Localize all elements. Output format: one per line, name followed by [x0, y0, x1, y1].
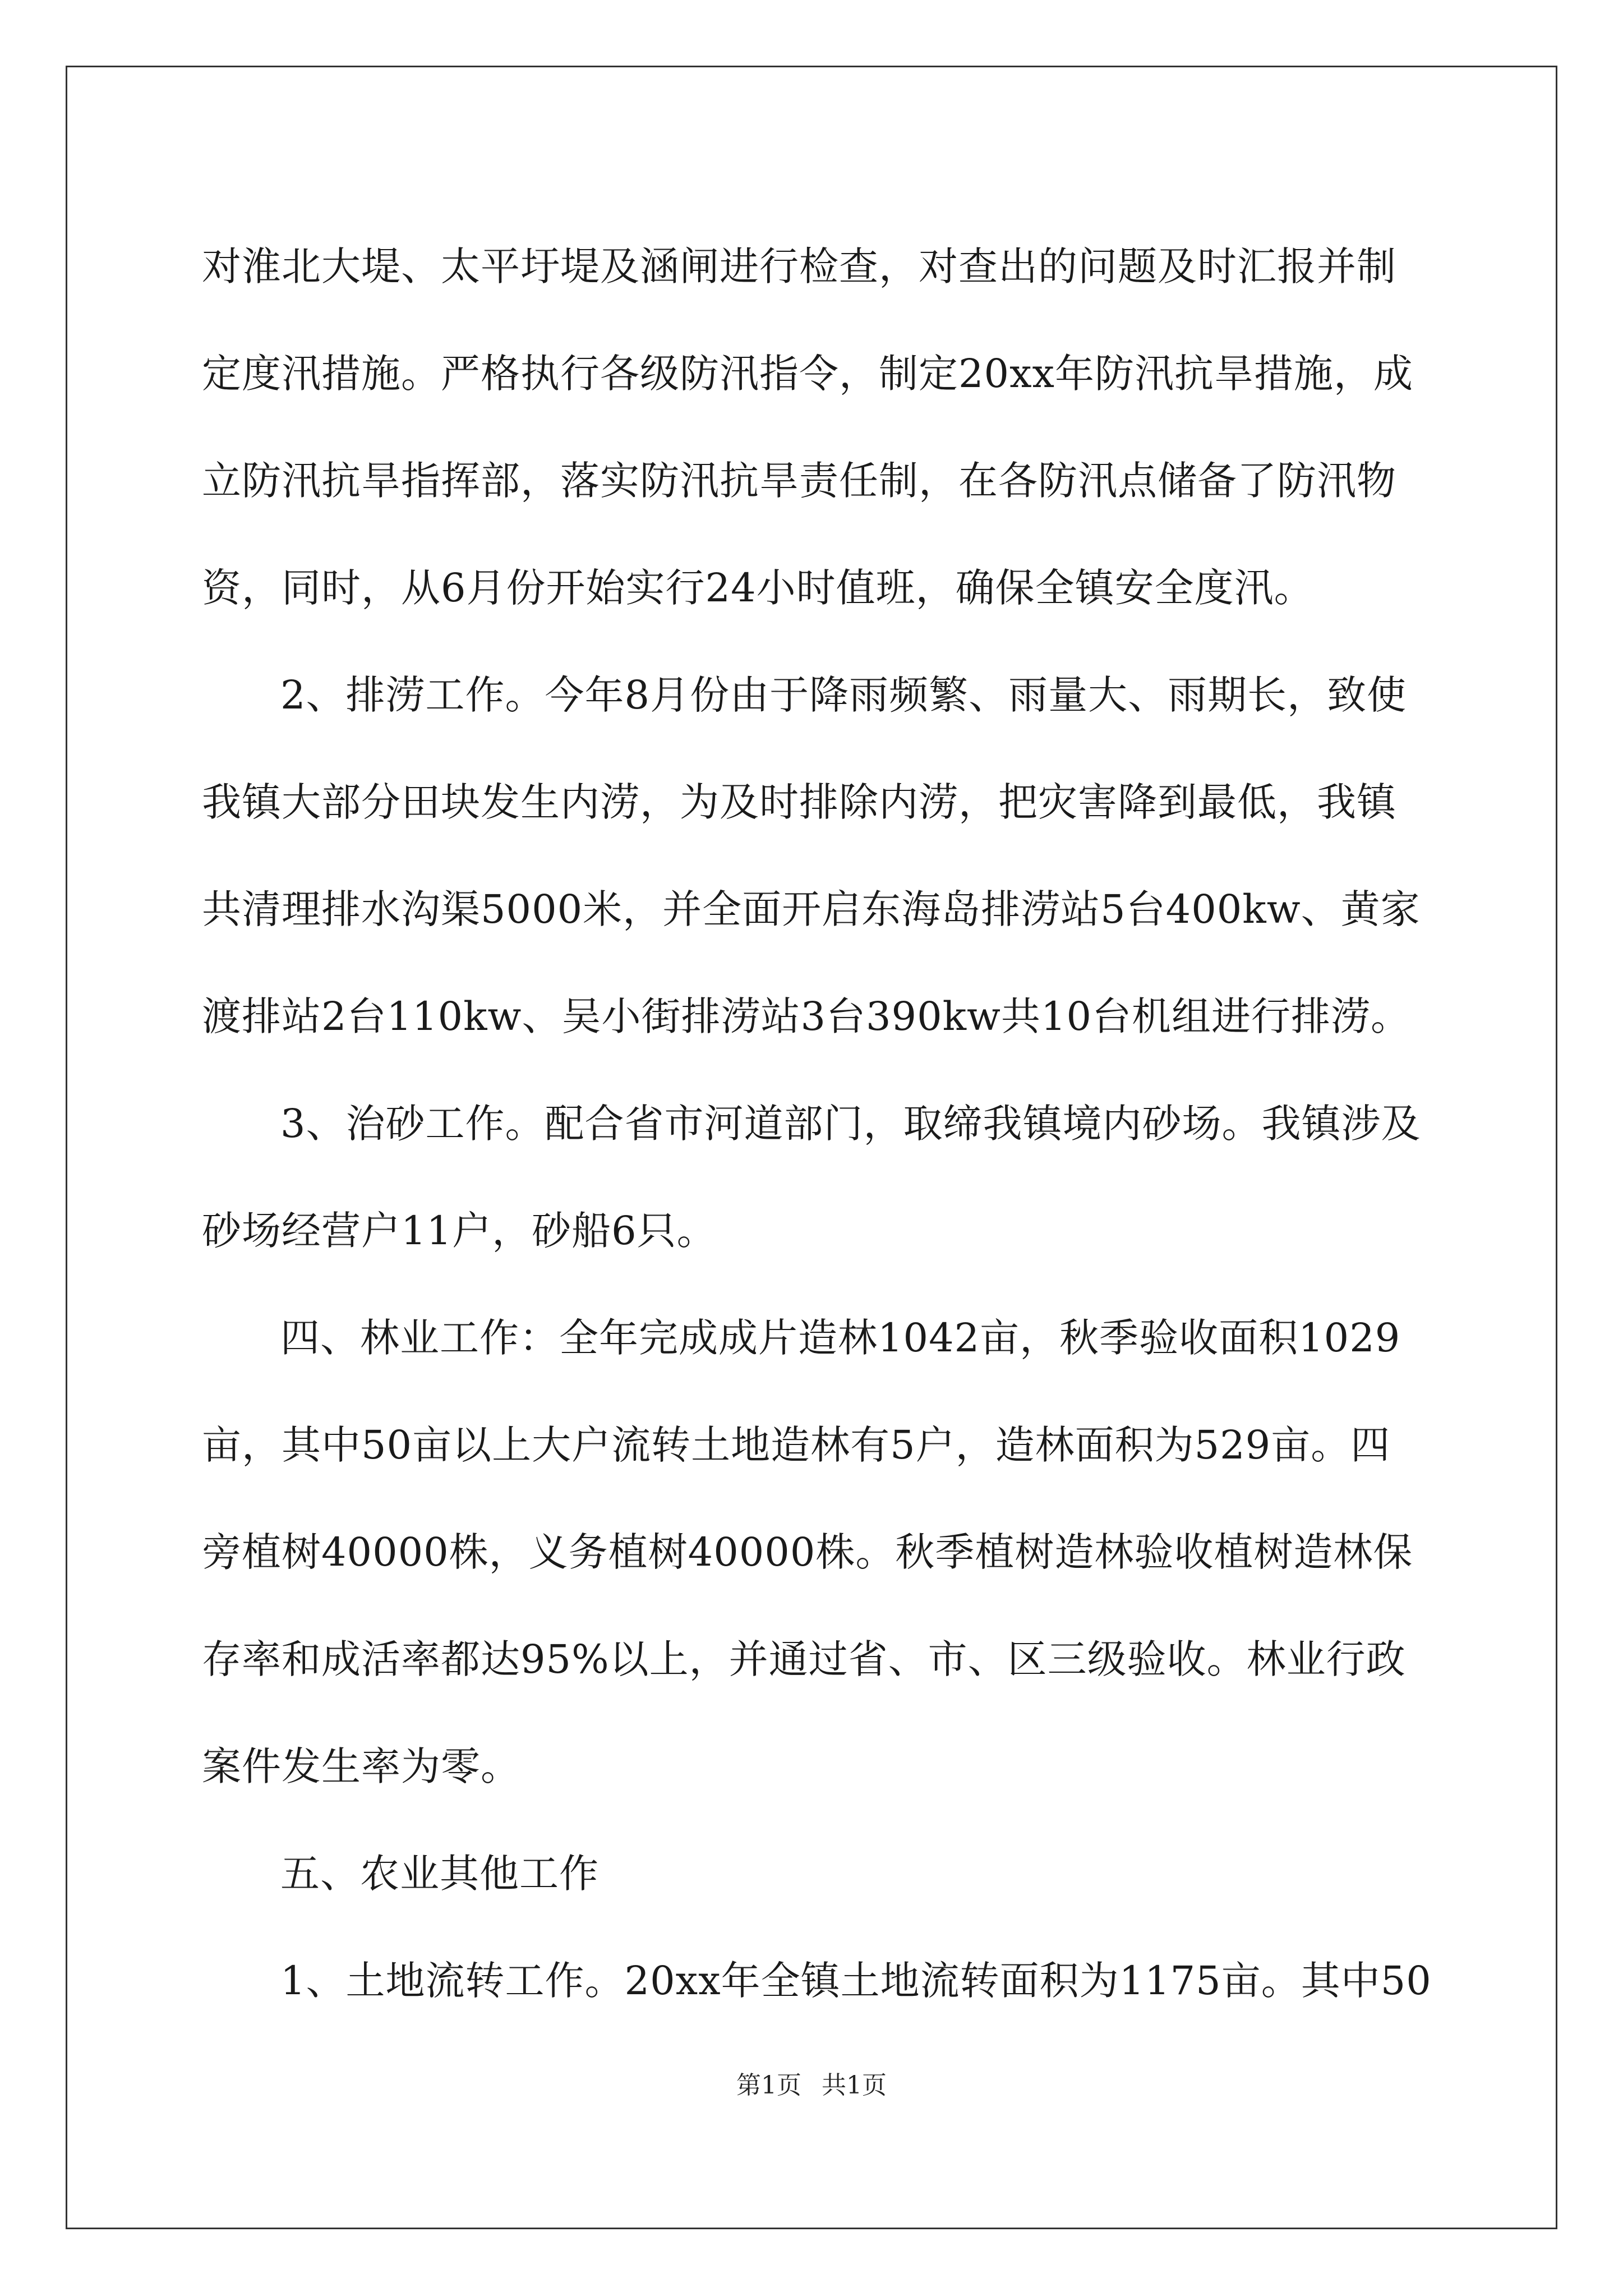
document-body — [202, 213, 1432, 2035]
text-line: 案件发生率为零。 — [202, 1743, 520, 1789]
text-line: 砂场经营户11户，砂船6只。 — [202, 1208, 717, 1254]
text-line: 五、农业其他工作 — [280, 1851, 599, 1897]
text-line: 共清理排水沟渠5000米，并全面开启东海岛排涝站5台400kw、黄家 — [202, 886, 1421, 932]
text-line: 定度汛措施。严格执行各级防汛指令，制定20xx年防汛抗旱措施，成 — [202, 351, 1414, 397]
page-footer — [0, 2069, 1623, 2102]
text-line: 存率和成活率都达95%以上，并通过省、市、区三级验收。林业行政 — [202, 1636, 1406, 1682]
text-line: 立防汛抗旱指挥部，落实防汛抗旱责任制，在各防汛点储备了防汛物 — [202, 458, 1396, 504]
text-line: 2、排涝工作。今年8月份由于降雨频繁、雨量大、雨期长，致使 — [280, 672, 1407, 718]
text-line: 四、林业工作：全年完成成片造林1042亩，秋季验收面积1029 — [280, 1315, 1401, 1361]
text-line: 亩，其中50亩以上大户流转土地造林有5户，造林面积为529亩。四 — [202, 1422, 1391, 1468]
text-line: 渡排站2台110kw、吴小街排涝站3台390kw共10台机组进行排涝。 — [202, 993, 1411, 1039]
text-line: 旁植树40000株，义务植树40000株。秋季植树造林验收植树造林保 — [202, 1529, 1413, 1575]
text-line: 对淮北大堤、太平圩堤及涵闸进行检查，对查出的问题及时汇报并制 — [202, 243, 1396, 289]
text-line: 1、土地流转工作。20xx年全镇土地流转面积为1175亩。其中50 — [280, 1958, 1432, 2004]
text-line: 我镇大部分田块发生内涝，为及时排除内涝，把灾害降到最低，我镇 — [202, 779, 1396, 825]
page-total: 共1页 — [822, 2071, 887, 2100]
page-number: 第1页 — [736, 2071, 801, 2100]
text-line: 资，同时，从6月份开始实行24小时值班，确保全镇安全度汛。 — [202, 565, 1314, 611]
text-line: 3、治砂工作。配合省市河道部门，取缔我镇境内砂场。我镇涉及 — [280, 1101, 1421, 1147]
